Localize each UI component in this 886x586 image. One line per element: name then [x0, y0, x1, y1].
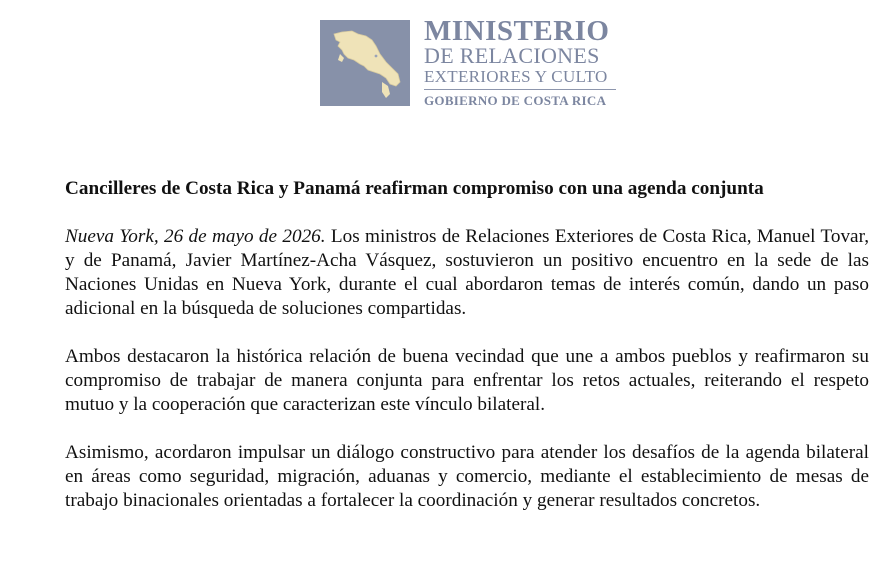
government-name: GOBIERNO DE COSTA RICA	[424, 93, 607, 108]
ministry-seal	[320, 20, 410, 106]
ministry-name	[424, 15, 640, 108]
costa-rica-map-icon	[320, 20, 410, 106]
paragraph-2: Ambos destacaron la histórica relación de buena vecindad que une a ambos pueblos y reafirmaron su compromiso de trabajar de manera conjunta para enfrentar los retos actuales, reiterando el respeto mutuo y la cooperación que caracterizan este vínculo bilateral.	[65, 346, 869, 415]
headline: Cancilleres de Costa Rica y Panamá reafirman compromiso con una agenda conjunta	[65, 178, 764, 199]
press-release-body	[65, 177, 869, 537]
paragraph-3: Asimismo, acordaron impulsar un diálogo constructivo para atender los desafíos de la agenda bilateral en áreas como seguridad, migración, aduanas y comercio, mediante el establecimiento de mesas de trabajo binacionales orientadas a fortalecer la coordinación y generar resultados concretos.	[65, 442, 869, 511]
ministry-name-line3: EXTERIORES Y CULTO	[424, 67, 608, 86]
paragraph-1-text: Los ministros de Relaciones Exteriores de Costa Rica, Manuel Tovar, y de Panamá, Javier Martínez-Acha Vásquez, sostuvieron un positivo encuentro en la sede de las Naciones Unidas en Nueva York, durante el cual abordaron temas de interés común, dando un paso adicional en la búsqueda de soluciones compartidas.	[65, 226, 869, 319]
letterhead	[320, 15, 640, 110]
paragraph-1	[65, 225, 869, 321]
dateline: Nueva York, 26 de mayo de 2026.	[65, 226, 326, 247]
ministry-name-line1: MINISTERIO	[424, 15, 610, 47]
ministry-name-line2: DE RELACIONES	[424, 43, 600, 68]
letterhead-divider	[424, 89, 616, 90]
